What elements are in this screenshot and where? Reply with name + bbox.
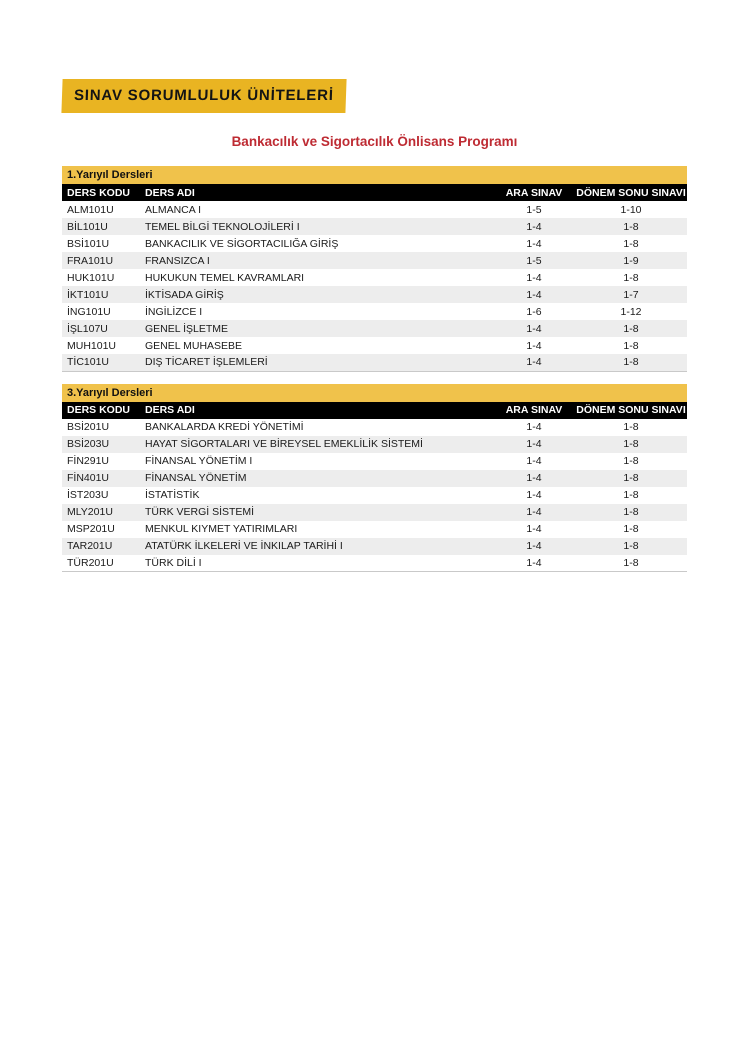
donem-sonu-cell: 1-8 — [623, 356, 639, 369]
table-header-row — [62, 402, 687, 419]
course-table-block-1 — [62, 166, 687, 372]
course-code-cell: TÜR201U — [67, 556, 114, 569]
course-code-cell: ALM101U — [67, 203, 114, 216]
donem-sonu-cell: 1-8 — [623, 421, 639, 433]
course-code-cell: TİC101U — [67, 356, 110, 369]
course-name-cell: İKTİSADA GİRİŞ — [145, 288, 224, 301]
column-header-name: DERS ADI — [140, 402, 493, 419]
donem-sonu-cell: 1-8 — [623, 322, 639, 335]
table-row — [62, 303, 687, 320]
course-name-cell: BANKACILIK VE SİGORTACILIĞA GİRİŞ — [145, 237, 339, 250]
course-name-cell: FİNANSAL YÖNETİM I — [145, 455, 253, 467]
column-header-name: DERS ADI — [140, 184, 493, 201]
column-header-code: DERS KODU — [62, 184, 140, 201]
ara-sinav-cell: 1-4 — [526, 339, 542, 352]
course-code-cell: HUK101U — [67, 271, 115, 284]
course-tables — [62, 166, 687, 572]
course-name-cell: GENEL İŞLETME — [145, 322, 229, 335]
donem-sonu-cell: 1-8 — [623, 556, 639, 569]
course-name-cell: GENEL MUHASEBE — [145, 339, 243, 352]
course-code-cell: FRA101U — [67, 254, 114, 267]
table-row — [62, 436, 687, 453]
ara-sinav-cell: 1-4 — [526, 455, 542, 467]
section-title: 3.Yarıyıl Dersleri — [62, 384, 687, 402]
course-name-cell: DIŞ TİCARET İŞLEMLERİ — [145, 356, 268, 369]
ara-sinav-cell: 1-5 — [526, 203, 542, 216]
table-header-row — [62, 184, 687, 201]
donem-sonu-cell: 1-8 — [623, 472, 639, 484]
ara-sinav-cell: 1-6 — [526, 305, 542, 318]
course-code-cell: BİL101U — [67, 220, 108, 233]
ara-sinav-cell: 1-4 — [526, 271, 542, 284]
table-row — [62, 235, 687, 252]
ara-sinav-cell: 1-4 — [526, 438, 542, 450]
course-table — [62, 402, 687, 573]
ara-sinav-cell: 1-4 — [526, 472, 542, 484]
course-name-cell: ALMANCA I — [145, 203, 202, 216]
ara-sinav-cell: 1-4 — [526, 288, 542, 301]
ara-sinav-cell: 1-4 — [526, 237, 542, 250]
column-header-code: DERS KODU — [62, 402, 140, 419]
table-row — [62, 555, 687, 572]
donem-sonu-cell: 1-8 — [623, 271, 639, 284]
course-code-cell: FİN291U — [67, 455, 110, 467]
donem-sonu-cell: 1-9 — [623, 254, 639, 267]
course-code-cell: MLY201U — [67, 506, 113, 518]
title-banner-label: SINAV SORUMLULUK ÜNİTELERİ — [73, 87, 335, 104]
table-row — [62, 470, 687, 487]
table-row — [62, 252, 687, 269]
table-row — [62, 504, 687, 521]
course-code-cell: MUH101U — [67, 339, 117, 352]
course-name-cell: HUKUKUN TEMEL KAVRAMLARI — [145, 271, 305, 284]
donem-sonu-cell: 1-8 — [623, 339, 639, 352]
ara-sinav-cell: 1-4 — [526, 540, 542, 552]
course-code-cell: FİN401U — [67, 472, 110, 484]
ara-sinav-cell: 1-4 — [526, 322, 542, 335]
course-name-cell: BANKALARDA KREDİ YÖNETİMİ — [145, 421, 304, 433]
section-title: 1.Yarıyıl Dersleri — [62, 166, 687, 184]
program-heading: Bankacılık ve Sigortacılık Önlisans Programı — [231, 134, 518, 149]
donem-sonu-cell: 1-8 — [623, 438, 639, 450]
course-name-cell: TÜRK VERGİ SİSTEMİ — [145, 506, 255, 518]
table-row — [62, 218, 687, 235]
ara-sinav-cell: 1-4 — [526, 356, 542, 369]
donem-sonu-cell: 1-8 — [623, 506, 639, 518]
course-code-cell: İST203U — [67, 489, 109, 501]
donem-sonu-cell: 1-7 — [623, 288, 639, 301]
ara-sinav-cell: 1-4 — [526, 506, 542, 518]
course-name-cell: İSTATİSTİK — [145, 489, 200, 501]
course-code-cell: BSİ203U — [67, 438, 110, 450]
course-name-cell: FRANSIZCA I — [145, 254, 210, 267]
course-code-cell: TAR201U — [67, 540, 113, 552]
donem-sonu-cell: 1-8 — [623, 523, 639, 535]
column-header-donem_sonu: DÖNEM SONU SINAVI — [575, 402, 687, 419]
table-row — [62, 286, 687, 303]
table-row — [62, 453, 687, 470]
course-table — [62, 184, 687, 372]
ara-sinav-cell: 1-4 — [526, 489, 542, 501]
course-name-cell: TÜRK DİLİ I — [145, 556, 202, 569]
ara-sinav-cell: 1-4 — [526, 421, 542, 433]
table-row — [62, 320, 687, 337]
course-table-block-2 — [62, 384, 687, 573]
table-row — [62, 487, 687, 504]
column-header-ara_sinav: ARA SINAV — [493, 184, 575, 201]
donem-sonu-cell: 1-8 — [623, 237, 639, 250]
course-code-cell: MSP201U — [67, 523, 115, 535]
donem-sonu-cell: 1-10 — [620, 203, 642, 216]
donem-sonu-cell: 1-12 — [620, 305, 642, 318]
course-code-cell: BSİ101U — [67, 237, 110, 250]
course-code-cell: İKT101U — [67, 288, 109, 301]
course-name-cell: MENKUL KIYMET YATIRIMLARI — [145, 523, 298, 535]
donem-sonu-cell: 1-8 — [623, 220, 639, 233]
course-code-cell: İNG101U — [67, 305, 111, 318]
course-name-cell: HAYAT SİGORTALARI VE BİREYSEL EMEKLİLİK SİSTEMİ — [145, 438, 423, 450]
table-row — [62, 538, 687, 555]
course-name-cell: TEMEL BİLGİ TEKNOLOJİLERİ I — [145, 220, 300, 233]
ara-sinav-cell: 1-4 — [526, 556, 542, 569]
course-name-cell: ATATÜRK İLKELERİ VE İNKILAP TARİHİ I — [145, 540, 343, 552]
course-code-cell: BSİ201U — [67, 421, 110, 433]
ara-sinav-cell: 1-5 — [526, 254, 542, 267]
column-header-donem_sonu: DÖNEM SONU SINAVI — [575, 184, 687, 201]
table-row — [62, 521, 687, 538]
table-row — [62, 354, 687, 371]
donem-sonu-cell: 1-8 — [623, 489, 639, 501]
course-name-cell: İNGİLİZCE I — [145, 305, 203, 318]
table-row — [62, 201, 687, 218]
course-code-cell: İŞL107U — [67, 322, 108, 335]
table-row — [62, 419, 687, 436]
donem-sonu-cell: 1-8 — [623, 455, 639, 467]
title-banner — [61, 79, 346, 113]
course-name-cell: FİNANSAL YÖNETİM — [145, 472, 247, 484]
table-row — [62, 269, 687, 286]
ara-sinav-cell: 1-4 — [526, 220, 542, 233]
ara-sinav-cell: 1-4 — [526, 523, 542, 535]
column-header-ara_sinav: ARA SINAV — [493, 402, 575, 419]
donem-sonu-cell: 1-8 — [623, 540, 639, 552]
table-row — [62, 337, 687, 354]
